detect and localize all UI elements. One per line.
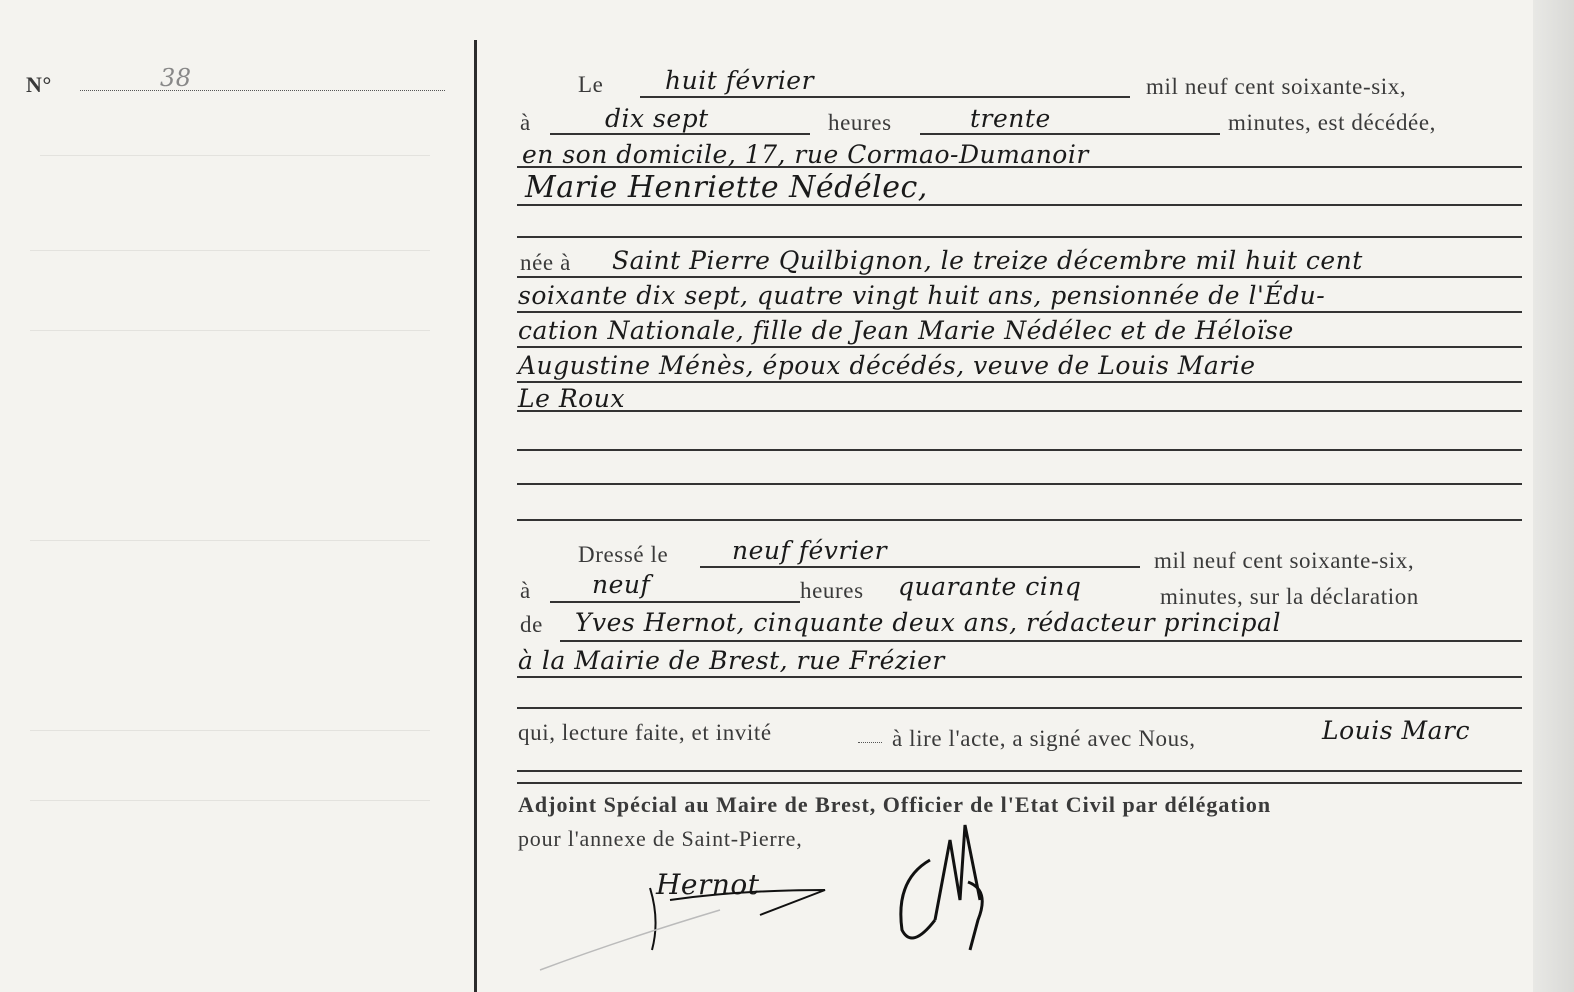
dresse-hours-line [550, 601, 800, 603]
number-underline [80, 90, 445, 91]
nee-a-label: née à [520, 250, 571, 275]
birth-rule-5 [517, 410, 1522, 412]
adjoint-line-2: pour l'annexe de Saint-Pierre, [518, 826, 803, 851]
blank-rule [517, 707, 1522, 709]
death-minutes-hand: trente [970, 104, 1051, 133]
death-hours-hand: dix sept [605, 104, 709, 133]
number-label: N° [26, 72, 52, 97]
heures-label-2: heures [800, 578, 864, 603]
le-label: Le [578, 72, 604, 97]
a-label: à [520, 110, 531, 135]
birth-rule-2 [517, 311, 1522, 313]
birth-line-3: cation Nationale, fille de Jean Marie Nédélec et de Héloïse [518, 316, 1294, 345]
officer-name-hand: Louis Marc [1322, 716, 1470, 745]
declaration-text: minutes, sur la déclaration [1160, 584, 1419, 609]
ghost-line [30, 730, 430, 731]
death-minutes-text: minutes, est décédée, [1228, 110, 1437, 135]
qui-dots [858, 742, 882, 743]
signature-hernot: Hernot [656, 868, 760, 901]
birth-line-1: Saint Pierre Quilbignon, le treize décembre mil huit cent [612, 246, 1363, 275]
name-rule [517, 204, 1522, 206]
birth-line-4: Augustine Ménès, époux décédés, veuve de Louis Marie [518, 351, 1256, 380]
birth-rule-3 [517, 346, 1522, 348]
ghost-line [30, 800, 430, 801]
declarant-line-2: à la Mairie de Brest, rue Frézier [518, 646, 945, 675]
dresse-date-line [700, 566, 1140, 568]
page-edge [1533, 0, 1574, 992]
ghost-line [30, 250, 430, 251]
dresse-label: Dressé le [578, 542, 669, 567]
dresse-date-hand: neuf février [732, 536, 888, 565]
birth-rule-1 [517, 276, 1522, 278]
birth-line-5: Le Roux [518, 384, 625, 413]
column-divider [474, 40, 477, 992]
a-label-2: à [520, 578, 531, 603]
qui-text-2: à lire l'acte, a signé avec Nous, [892, 726, 1196, 751]
qui-rule [517, 770, 1522, 772]
ghost-line [30, 330, 430, 331]
deceased-name-hand: Marie Henriette Nédélec, [525, 170, 928, 205]
death-year-text: mil neuf cent soixante-six, [1146, 74, 1407, 99]
blank-rule [517, 519, 1522, 521]
ghost-line [30, 540, 430, 541]
de-label: de [520, 612, 543, 637]
death-date-hand: huit février [665, 66, 815, 95]
birth-line-2: soixante dix sept, quatre vingt huit ans, pensionnée de l'Édu- [518, 281, 1326, 310]
blank-rule [517, 236, 1522, 238]
blank-rule [517, 449, 1522, 451]
record-number: 38 [160, 64, 192, 92]
death-place-hand: en son domicile, 17, rue Cormao-Dumanoir [522, 140, 1089, 169]
death-date-line [640, 96, 1130, 98]
death-minutes-line [920, 133, 1220, 135]
declarant-hand: Yves Hernot, cinquante deux ans, rédacteur principal [575, 608, 1281, 637]
place-rule [517, 166, 1522, 168]
heures-label: heures [828, 110, 892, 135]
declarant-rule [560, 640, 1522, 642]
signature-flourish-icon [520, 860, 850, 990]
adjoint-line-1: Adjoint Spécial au Maire de Brest, Officier de l'Etat Civil par délégation [518, 792, 1272, 817]
qui-rule-2 [517, 782, 1522, 784]
ghost-line [40, 155, 430, 156]
death-hours-line [550, 133, 810, 135]
dresse-year-text: mil neuf cent soixante-six, [1154, 548, 1415, 573]
qui-text: qui, lecture faite, et invité [518, 720, 772, 745]
blank-rule [517, 483, 1522, 485]
dresse-minutes-hand: quarante cinq [898, 572, 1082, 601]
birth-rule-4 [517, 381, 1522, 383]
dresse-hours-hand: neuf [592, 570, 651, 599]
declarant-rule-2 [517, 676, 1522, 678]
